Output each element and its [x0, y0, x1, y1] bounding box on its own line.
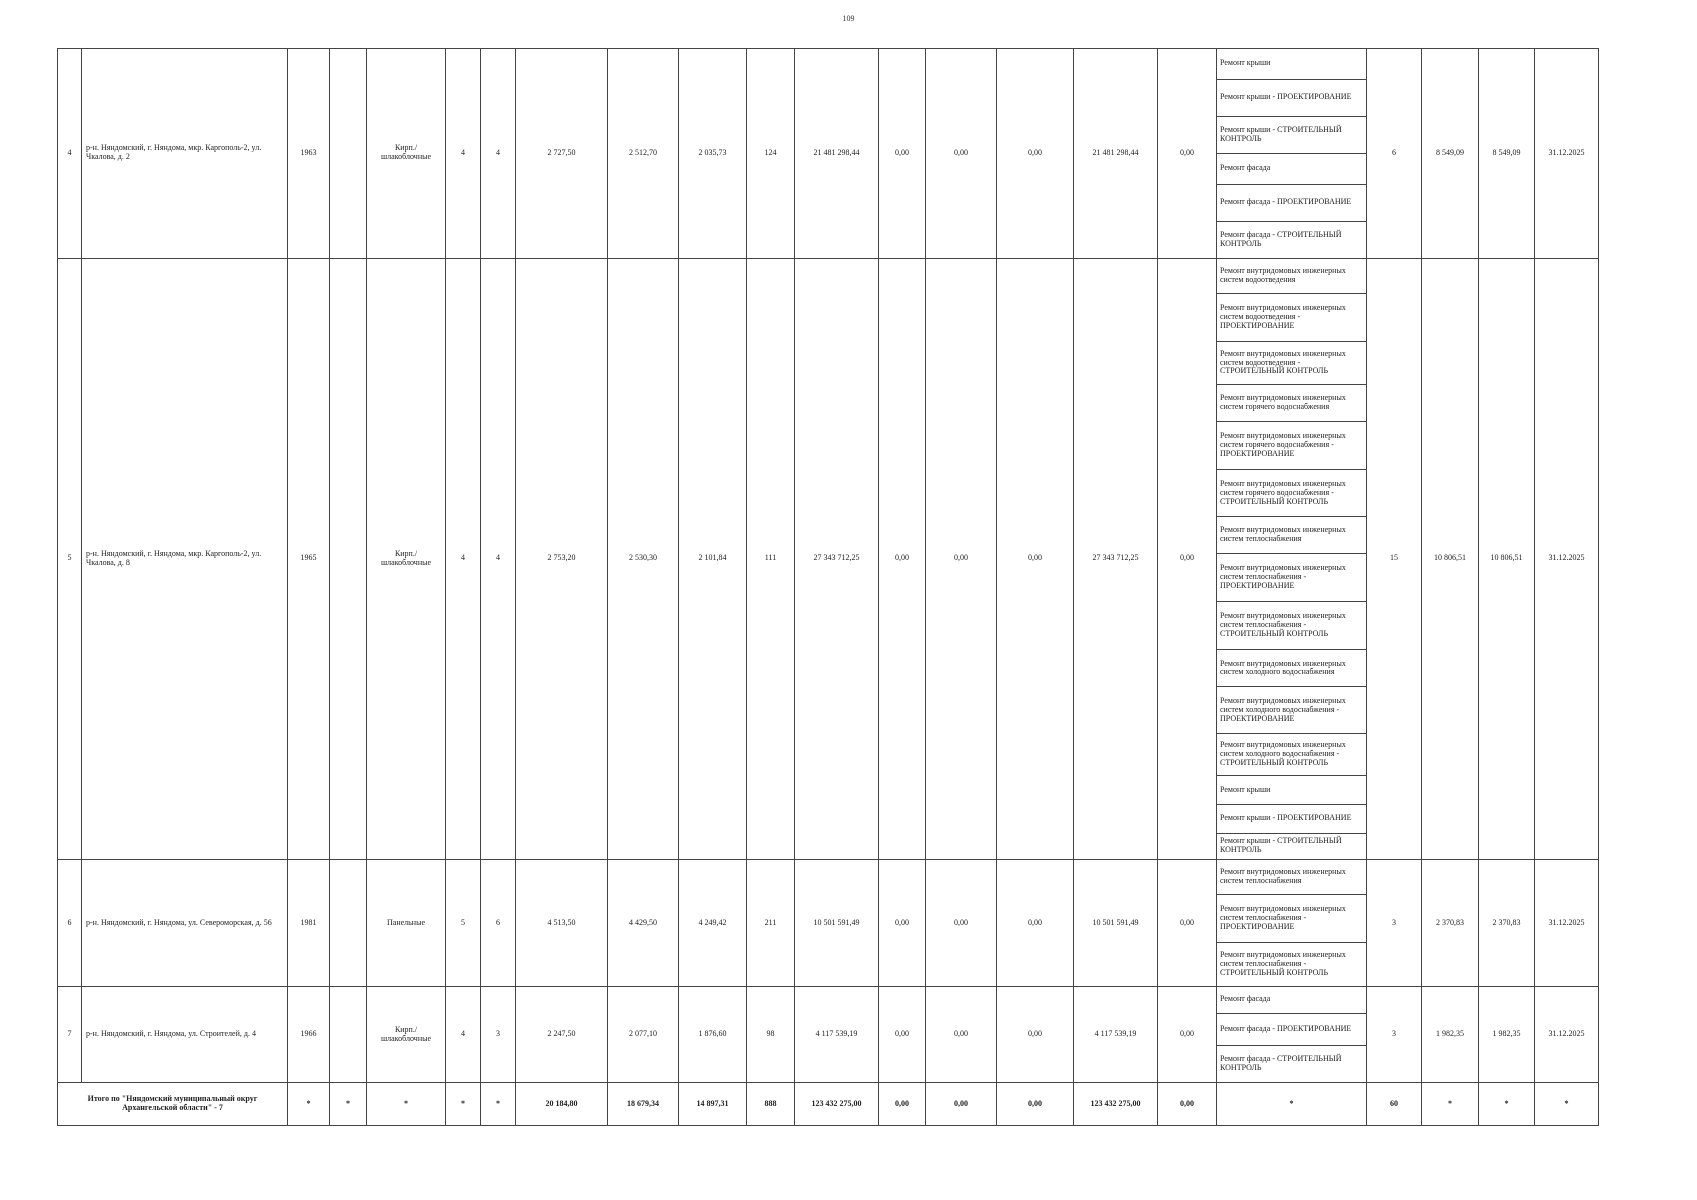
total-fund2: 0,00: [926, 1083, 997, 1126]
cell-residents: 111: [747, 258, 795, 859]
cell-entrances: 4: [481, 258, 516, 859]
cell-fund3: 0,00: [997, 860, 1074, 987]
cell-work-type: Ремонт фасада: [1217, 987, 1367, 1013]
total-unit-cost: *: [1422, 1083, 1479, 1126]
cell-fund4: 10 501 591,49: [1074, 860, 1158, 987]
total-material: *: [367, 1083, 446, 1126]
cell-deadline: 31.12.2025: [1535, 49, 1599, 259]
table-row: [58, 987, 1599, 1013]
cell-unit-cost: 8 549,09: [1422, 49, 1479, 259]
table-row: [58, 49, 1599, 80]
page-number: 109: [842, 14, 855, 23]
cell-fund4: 27 343 712,25: [1074, 258, 1158, 859]
total-row: [58, 1083, 1599, 1126]
total-max-cost: *: [1479, 1083, 1535, 1126]
cell-fund2: 0,00: [926, 860, 997, 987]
cell-fund2: 0,00: [926, 49, 997, 259]
repair-program-table: [57, 48, 1599, 1126]
cell-work-type: Ремонт внутридомовых инженерных систем теплоснабжения - СТРОИТЕЛЬНЫЙ КОНТРОЛЬ: [1217, 942, 1367, 986]
cell-work-type: Ремонт крыши - ПРОЕКТИРОВАНИЕ: [1217, 79, 1367, 116]
table-row: [58, 860, 1599, 895]
cell-entrances: 6: [481, 860, 516, 987]
cell-year: 1966: [288, 987, 330, 1083]
cell-fund3: 0,00: [997, 987, 1074, 1083]
cell-works-count: 6: [1367, 49, 1422, 259]
cell-residents: 124: [747, 49, 795, 259]
cell-address: р-н. Няндомский, г. Няндома, мкр. Каргополь-2, ул. Чкалова, д. 2: [82, 49, 288, 259]
cell-fund1: 0,00: [879, 987, 926, 1083]
total-fund5: 0,00: [1158, 1083, 1217, 1126]
cell-work-type: Ремонт внутридомовых инженерных систем горячего водоснабжения - СТРОИТЕЛЬНЫЙ КОНТРОЛЬ: [1217, 470, 1367, 517]
cell-work-type: Ремонт крыши - СТРОИТЕЛЬНЫЙ КОНТРОЛЬ: [1217, 116, 1367, 153]
total-fund3: 0,00: [997, 1083, 1074, 1126]
cell-cost-total: 21 481 298,44: [795, 49, 879, 259]
cell-col4: [330, 49, 367, 259]
cell-area3: 2 101,84: [679, 258, 747, 859]
cell-work-type: Ремонт фасада - СТРОИТЕЛЬНЫЙ КОНТРОЛЬ: [1217, 221, 1367, 258]
cell-area2: 2 077,10: [608, 987, 679, 1083]
cell-fund1: 0,00: [879, 49, 926, 259]
cell-work-type: Ремонт внутридомовых инженерных систем теплоснабжения - ПРОЕКТИРОВАНИЕ: [1217, 554, 1367, 602]
cell-material: Кирп./ шлакоблочные: [367, 258, 446, 859]
cell-area3: 2 035,73: [679, 49, 747, 259]
total-fund4: 123 432 275,00: [1074, 1083, 1158, 1126]
cell-work-type: Ремонт фасада - ПРОЕКТИРОВАНИЕ: [1217, 1013, 1367, 1046]
cell-cost-total: 27 343 712,25: [795, 258, 879, 859]
cell-area3: 1 876,60: [679, 987, 747, 1083]
cell-deadline: 31.12.2025: [1535, 860, 1599, 987]
cell-fund4: 4 117 539,19: [1074, 987, 1158, 1083]
cell-work-type: Ремонт крыши - ПРОЕКТИРОВАНИЕ: [1217, 805, 1367, 834]
cell-residents: 98: [747, 987, 795, 1083]
cell-area3: 4 249,42: [679, 860, 747, 987]
cell-fund5: 0,00: [1158, 860, 1217, 987]
cell-work-type: Ремонт крыши: [1217, 776, 1367, 805]
cell-max-cost: 2 370,83: [1479, 860, 1535, 987]
cell-fund1: 0,00: [879, 860, 926, 987]
total-entrances: *: [481, 1083, 516, 1126]
table-row: [58, 258, 1599, 293]
cell-floors: 4: [446, 258, 481, 859]
cell-year: 1981: [288, 860, 330, 987]
cell-cost-total: 4 117 539,19: [795, 987, 879, 1083]
cell-fund3: 0,00: [997, 258, 1074, 859]
cell-total-area: 2 753,20: [516, 258, 608, 859]
cell-work-type: Ремонт фасада - СТРОИТЕЛЬНЫЙ КОНТРОЛЬ: [1217, 1046, 1367, 1083]
total-cost-total: 123 432 275,00: [795, 1083, 879, 1126]
cell-col4: [330, 987, 367, 1083]
cell-material: Панельные: [367, 860, 446, 987]
total-deadline: *: [1535, 1083, 1599, 1126]
cell-entrances: 3: [481, 987, 516, 1083]
cell-no: 6: [58, 860, 82, 987]
total-total-area: 20 184,80: [516, 1083, 608, 1126]
total-area3: 14 897,31: [679, 1083, 747, 1126]
cell-work-type: Ремонт внутридомовых инженерных систем горячего водоснабжения - ПРОЕКТИРОВАНИЕ: [1217, 421, 1367, 470]
cell-work-type: Ремонт внутридомовых инженерных систем водоотведения: [1217, 258, 1367, 293]
cell-fund5: 0,00: [1158, 987, 1217, 1083]
cell-area2: 2 512,70: [608, 49, 679, 259]
cell-work-type: Ремонт внутридомовых инженерных систем теплоснабжения - ПРОЕКТИРОВАНИЕ: [1217, 895, 1367, 943]
cell-works-count: 3: [1367, 860, 1422, 987]
total-col4: *: [330, 1083, 367, 1126]
cell-fund1: 0,00: [879, 258, 926, 859]
total-year: *: [288, 1083, 330, 1126]
cell-floors: 4: [446, 987, 481, 1083]
cell-material: Кирп./ шлакоблочные: [367, 987, 446, 1083]
cell-cost-total: 10 501 591,49: [795, 860, 879, 987]
cell-deadline: 31.12.2025: [1535, 987, 1599, 1083]
cell-work-type: Ремонт внутридомовых инженерных систем холодного водоснабжения: [1217, 650, 1367, 687]
cell-year: 1963: [288, 49, 330, 259]
cell-work-type: Ремонт внутридомовых инженерных систем водоотведения - СТРОИТЕЛЬНЫЙ КОНТРОЛЬ: [1217, 342, 1367, 384]
cell-fund3: 0,00: [997, 49, 1074, 259]
cell-work-type: Ремонт крыши - СТРОИТЕЛЬНЫЙ КОНТРОЛЬ: [1217, 833, 1367, 859]
cell-col4: [330, 860, 367, 987]
total-works: *: [1217, 1083, 1367, 1126]
cell-area2: 4 429,50: [608, 860, 679, 987]
cell-material: Кирп./ шлакоблочные: [367, 49, 446, 259]
cell-work-type: Ремонт внутридомовых инженерных систем горячего водоснабжения: [1217, 384, 1367, 421]
cell-area2: 2 530,30: [608, 258, 679, 859]
cell-floors: 5: [446, 860, 481, 987]
cell-total-area: 2 247,50: [516, 987, 608, 1083]
cell-work-type: Ремонт крыши: [1217, 49, 1367, 80]
cell-fund5: 0,00: [1158, 258, 1217, 859]
cell-fund2: 0,00: [926, 258, 997, 859]
cell-max-cost: 8 549,09: [1479, 49, 1535, 259]
cell-residents: 211: [747, 860, 795, 987]
cell-work-type: Ремонт внутридомовых инженерных систем водоотведения - ПРОЕКТИРОВАНИЕ: [1217, 293, 1367, 342]
cell-fund5: 0,00: [1158, 49, 1217, 259]
cell-max-cost: 10 806,51: [1479, 258, 1535, 859]
cell-deadline: 31.12.2025: [1535, 258, 1599, 859]
cell-work-type: Ремонт внутридомовых инженерных систем теплоснабжения: [1217, 860, 1367, 895]
cell-unit-cost: 1 982,35: [1422, 987, 1479, 1083]
cell-work-type: Ремонт внутридомовых инженерных систем теплоснабжения: [1217, 517, 1367, 554]
total-works-count: 60: [1367, 1083, 1422, 1126]
cell-fund4: 21 481 298,44: [1074, 49, 1158, 259]
cell-total-area: 2 727,50: [516, 49, 608, 259]
cell-total-area: 4 513,50: [516, 860, 608, 987]
total-fund1: 0,00: [879, 1083, 926, 1126]
cell-floors: 4: [446, 49, 481, 259]
cell-no: 7: [58, 987, 82, 1083]
cell-work-type: Ремонт внутридомовых инженерных систем холодного водоснабжения - ПРОЕКТИРОВАНИЕ: [1217, 687, 1367, 734]
cell-unit-cost: 10 806,51: [1422, 258, 1479, 859]
cell-works-count: 15: [1367, 258, 1422, 859]
cell-no: 5: [58, 258, 82, 859]
total-area2: 18 679,34: [608, 1083, 679, 1126]
cell-address: р-н. Няндомский, г. Няндома, мкр. Каргополь-2, ул. Чкалова, д. 8: [82, 258, 288, 859]
total-residents: 888: [747, 1083, 795, 1126]
total-label: Итого по "Няндомский муниципальный округ Архангельской области" - 7: [58, 1083, 288, 1126]
cell-work-type: Ремонт фасада - ПРОЕКТИРОВАНИЕ: [1217, 184, 1367, 221]
cell-work-type: Ремонт внутридомовых инженерных систем теплоснабжения - СТРОИТЕЛЬНЫЙ КОНТРОЛЬ: [1217, 601, 1367, 650]
cell-address: р-н. Няндомский, г. Няндома, ул. Строителей, д. 4: [82, 987, 288, 1083]
cell-address: р-н. Няндомский, г. Няндома, ул. Североморская, д. 56: [82, 860, 288, 987]
total-floors: *: [446, 1083, 481, 1126]
cell-no: 4: [58, 49, 82, 259]
cell-works-count: 3: [1367, 987, 1422, 1083]
cell-fund2: 0,00: [926, 987, 997, 1083]
cell-work-type: Ремонт внутридомовых инженерных систем холодного водоснабжения - СТРОИТЕЛЬНЫЙ КОНТРОЛЬ: [1217, 734, 1367, 776]
cell-year: 1965: [288, 258, 330, 859]
cell-work-type: Ремонт фасада: [1217, 153, 1367, 184]
cell-entrances: 4: [481, 49, 516, 259]
cell-col4: [330, 258, 367, 859]
cell-max-cost: 1 982,35: [1479, 987, 1535, 1083]
cell-unit-cost: 2 370,83: [1422, 860, 1479, 987]
